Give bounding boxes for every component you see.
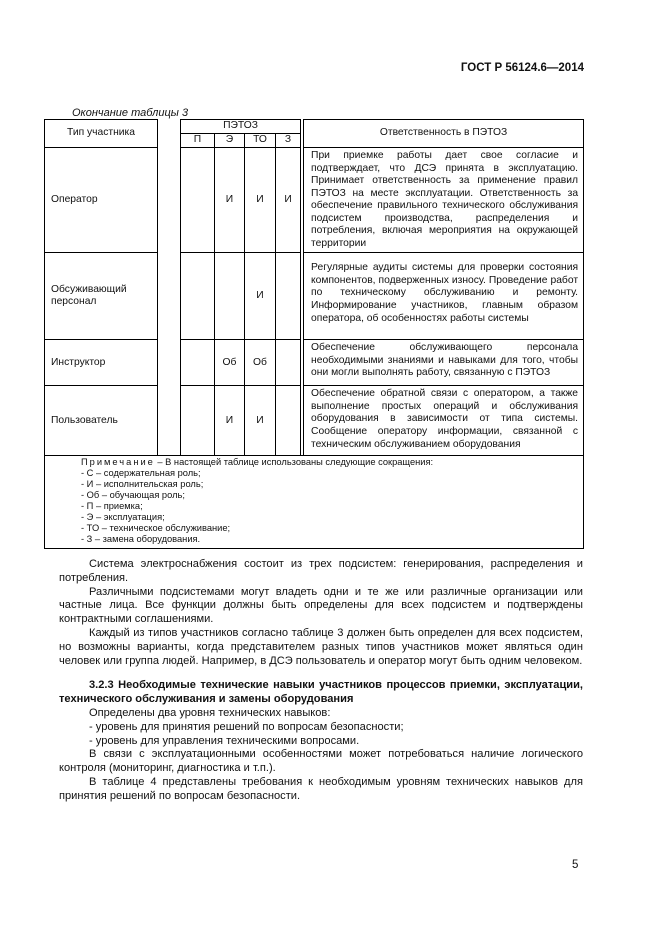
role-p xyxy=(181,148,215,253)
section-heading-3-2-3: 3.2.3 Необходимые технические навыки участников процессов приемки, эксплуатации, технического обслуживания и замены оборудования xyxy=(59,679,583,706)
responsibility-text: Регулярные аудиты системы для проверки состояния компонентов, подверженных износу. Проведение работ по техническому обслуживанию и ремонту. Информирование участников, главным образом оператора, об особенностях работы системы xyxy=(304,253,584,340)
role-z xyxy=(276,340,301,386)
table-note-row xyxy=(45,456,584,549)
list-item: - уровень для принятия решений по вопросам безопасности; xyxy=(89,720,404,733)
paragraph: В связи с эксплуатационными особенностями может потребоваться наличие логического контроля (мониторинг, диагностика и т.п.). xyxy=(59,748,583,775)
col-gap xyxy=(158,253,181,340)
role-p xyxy=(181,386,215,456)
paragraph: Определены два уровня технических навыков: xyxy=(89,706,331,719)
standard-designation: ГОСТ Р 56124.6—2014 xyxy=(460,62,584,74)
role-p xyxy=(181,340,215,386)
col-gap xyxy=(158,120,181,134)
role-to: Об xyxy=(245,340,276,386)
col-gap xyxy=(158,386,181,456)
sub-header-p: П xyxy=(181,134,215,148)
note-label: Примечание xyxy=(81,457,155,468)
sub-header-e: Э xyxy=(215,134,245,148)
responsibility-text: Обеспечение обслуживающего персонала необходимыми знаниями и навыками для того, чтобы они могли выполнять работу, связанную с ПЭТОЗ xyxy=(304,340,584,386)
col-gap xyxy=(158,148,181,253)
role-p xyxy=(181,253,215,340)
table-row xyxy=(45,148,584,253)
paragraph: Система электроснабжения состоит из трех подсистем: генерирования, распределения и потребления. xyxy=(59,558,583,584)
participant-type: Пользователь xyxy=(45,386,158,456)
col-header-type: Тип участника xyxy=(45,120,158,148)
note-item: - З – замена оборудования. xyxy=(81,534,201,545)
paragraph: Различными подсистемами могут владеть одни и те же или различные организации или частные лица. Все функции должны быть определены для всех подсистем и подтверждены контрактными соглашениями. xyxy=(59,585,583,626)
sub-header-to: ТО xyxy=(245,134,276,148)
participant-type: Оператор xyxy=(45,148,158,253)
col-gap xyxy=(158,134,181,148)
role-e xyxy=(215,253,245,340)
responsibility-text: Обеспечение обратной связи с оператором, а также выполнение простых операций и обслуживания оборудования в зависимости от типа системы. Сообщение оператору информации, связанной с техническим обслуживанием оборудования xyxy=(304,386,584,456)
participants-table xyxy=(44,119,584,549)
note-item: - ТО – техническое обслуживание; xyxy=(81,523,231,534)
note-item: - Э – эксплуатация; xyxy=(81,512,165,523)
paragraph: Каждый из типов участников согласно таблице 3 должен быть определен для всех подсистем, но возможны варианты, когда представителем разных типов участников может являться один человек или группа людей. Например, в ДСЭ пользователь и оператор могут быть одним человеком. xyxy=(59,626,583,667)
body-text xyxy=(59,558,583,804)
note-item: - П – приемка; xyxy=(81,501,143,512)
role-e: И xyxy=(215,386,245,456)
table-row xyxy=(45,253,584,340)
sub-header-z: З xyxy=(276,134,301,148)
participant-type: Обсуживающий персонал xyxy=(45,253,158,340)
role-to: И xyxy=(245,253,276,340)
col-header-petoz: ПЭТОЗ xyxy=(181,120,301,134)
col-gap xyxy=(301,134,304,148)
role-to: И xyxy=(245,386,276,456)
table-note xyxy=(45,456,584,549)
note-intro: – В настоящей таблице использованы следующие сокращения: xyxy=(154,457,434,468)
table-row xyxy=(45,386,584,456)
role-to: И xyxy=(245,148,276,253)
page-number: 5 xyxy=(572,859,579,871)
note-item: - И – исполнительская роль; xyxy=(81,479,204,490)
note-heading xyxy=(81,457,579,468)
col-header-responsibility: Ответственность в ПЭТОЗ xyxy=(304,120,584,148)
role-z: И xyxy=(276,148,301,253)
role-e: Об xyxy=(215,340,245,386)
table-row xyxy=(45,340,584,386)
participant-type: Инструктор xyxy=(45,340,158,386)
role-e: И xyxy=(215,148,245,253)
note-item: - С – содержательная роль; xyxy=(81,468,201,479)
responsibility-text: При приемке работы дает свое согласие и подтверждает, что ДСЭ принята в эксплуатацию. Принимает ответственность за применение правил ПЭТОЗ на месте эксплуатации. Ответственность за обеспечение правильного технического обслуживания подсистем производства, распределения и потребления, включая мероприятия на окружающей территории xyxy=(304,148,584,253)
paragraph: В таблице 4 представлены требования к необходимым уровням технических навыков для принятия решений по вопросам безопасности. xyxy=(59,775,583,802)
role-z xyxy=(276,253,301,340)
role-z xyxy=(276,386,301,456)
note-item: - Об – обучающая роль; xyxy=(81,490,185,501)
list-item: - уровень для управления техническими вопросами. xyxy=(89,734,360,747)
table-caption: Окончание таблицы 3 xyxy=(72,107,189,119)
col-gap xyxy=(158,340,181,386)
